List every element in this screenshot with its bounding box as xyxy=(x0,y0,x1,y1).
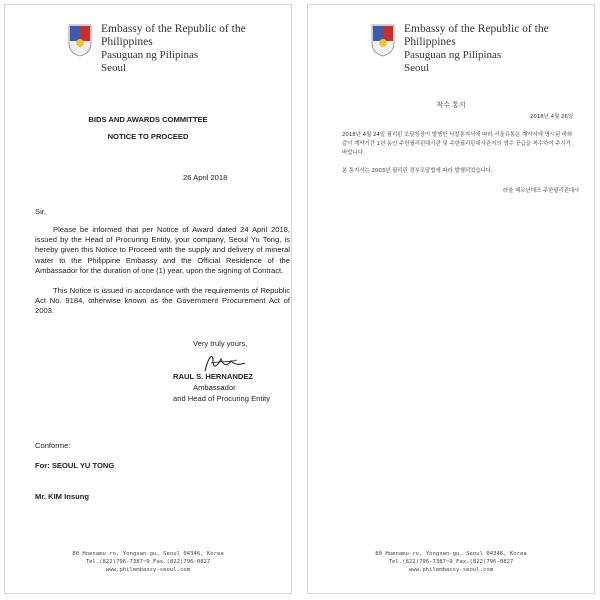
korean-signature: 라울 헤르난데즈 주한필리핀대사 xyxy=(503,188,580,194)
salutation: Sir, xyxy=(35,207,46,216)
letterhead-line3: Seoul xyxy=(101,62,127,74)
letterhead-line1: Embassy of the Republic of the Philippines xyxy=(101,23,246,48)
body-paragraph-1: Please be informed that per Notice of Award dated 24 April 2018, issued by the Head of Procuring Entity, your company, Seoul Yu Tong, is hereby given this Notice to Proceed with the supply and delivery of mineral water to the Philippine Embassy and the Official Residence of the Ambassador for the duration of one (1) year, upon the signing of Contract. xyxy=(35,225,290,275)
letter-page-korean xyxy=(307,4,595,594)
signer-title-line2: and Head of Procuring Entity xyxy=(173,394,271,403)
korean-paragraph-1-line1: 2018년 4월 24일 필리핀 조달청장이 발행한 낙찰통지서에 따라 서울유통은 계약서에 명시된 바와 xyxy=(342,132,573,138)
committee-heading: BIDS AND AWARDS COMMITTEE xyxy=(88,115,208,124)
letter-date: 26 April 2018 xyxy=(183,173,228,182)
philippine-seal-icon xyxy=(67,23,93,57)
philippine-seal-icon xyxy=(370,23,396,57)
letterhead-line2: Pasuguan ng Pilipinas xyxy=(404,49,502,61)
footer-address: 80 Hoenamu-ro, Yongsan-gu, Seoul 04346, Korea xyxy=(375,551,527,557)
footer-tel-fax: Tel.(822)796-7387~9 Fax.(822)796-0827 xyxy=(85,559,211,565)
signer-title-line1: Ambassador xyxy=(193,383,236,392)
embassy-letterhead xyxy=(101,23,291,75)
korean-date: 2018년 4월 26일 xyxy=(530,114,574,120)
korean-title: 착수 통지 xyxy=(436,101,466,109)
footer xyxy=(308,550,594,574)
conforme-label: Conforme: xyxy=(35,441,71,450)
footer-tel-fax: Tel.(822)796-7387~9 Fax.(822)796-0827 xyxy=(388,559,514,565)
letterhead-line1: Embassy of the Republic of the Philippines xyxy=(404,23,549,48)
korean-paragraph-2: 본 통지서는 2003년 필리핀 정부조달법에 따라 발행되었습니다. xyxy=(342,168,493,174)
embassy-letterhead xyxy=(404,23,594,75)
body-paragraph-2: This Notice is issued in accordance with the requirements of Republic Act No. 9184, otherwise known as the Government Procurement Act of 2003. xyxy=(35,286,290,316)
signer-name: RAUL S. HERNANDEZ xyxy=(173,372,254,381)
letterhead-line2: Pasuguan ng Pilipinas xyxy=(101,49,199,61)
letterhead-line3: Seoul xyxy=(404,62,430,74)
korean-paragraph-1-line3: 바랍니다. xyxy=(342,150,365,156)
letter-page-english xyxy=(4,4,292,594)
document-title: NOTICE TO PROCEED xyxy=(107,132,189,141)
footer-website: www.philembassy-seoul.com xyxy=(105,567,191,573)
footer-address: 80 Hoenamu-ro, Yongsan-gu, Seoul 04346, Korea xyxy=(72,551,224,557)
korean-paragraph-1-line2: 같이 계약기간 1년 동안 주한필리핀대사관 및 주한필리핀대사관저의 생수 공급을 착수하여 주시기 xyxy=(342,141,571,147)
footer xyxy=(5,550,291,574)
closing: Very truly yours, xyxy=(193,339,248,348)
recipient-company: For: SEOUL YU TONG xyxy=(35,461,115,470)
footer-website: www.philembassy-seoul.com xyxy=(408,567,494,573)
recipient-contact: Mr. KIM Insung xyxy=(35,492,89,501)
